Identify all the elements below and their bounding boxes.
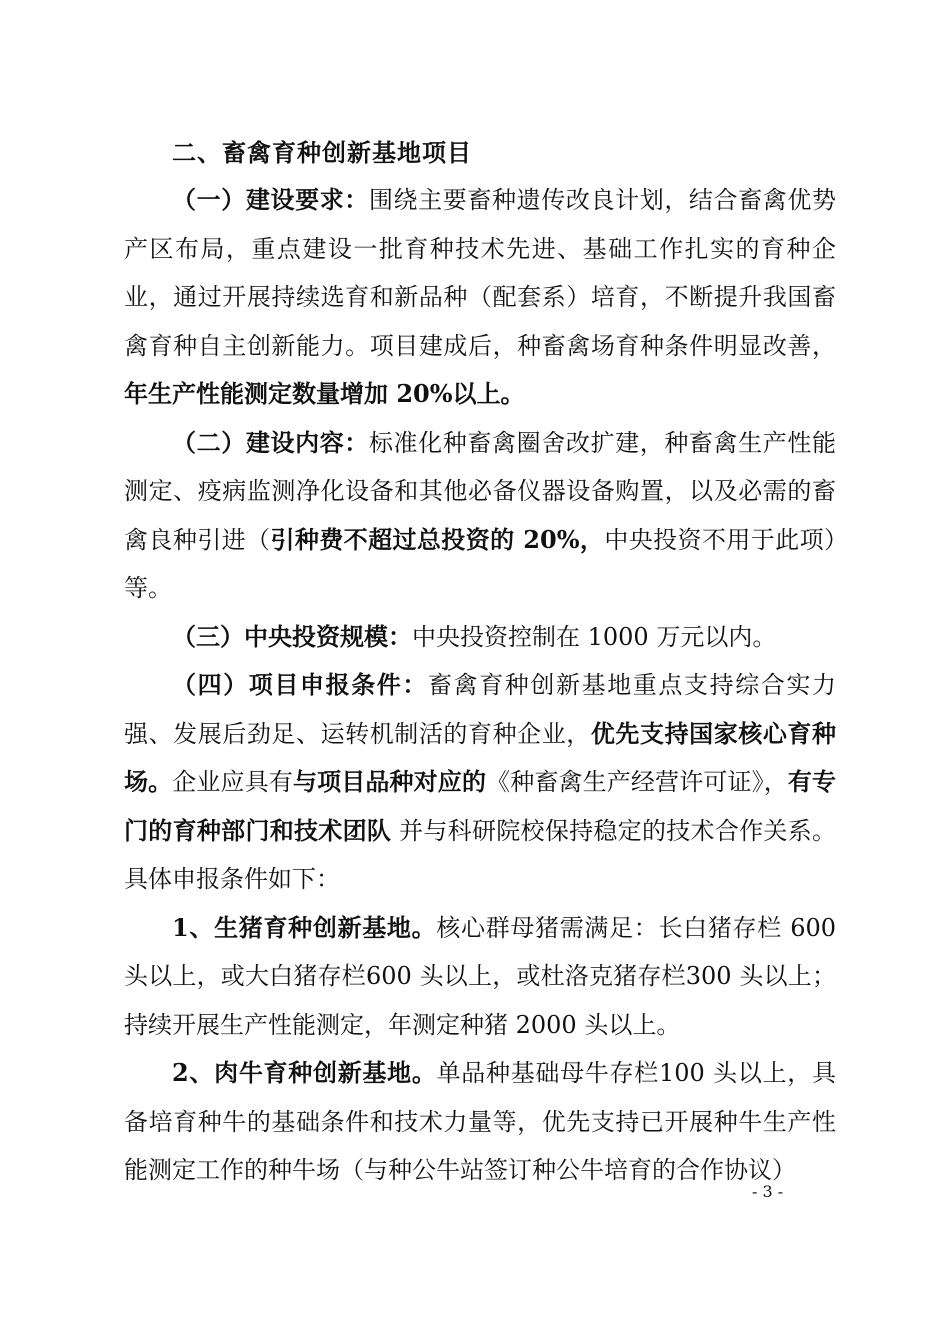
paragraph-text: 企业应具有 [172,768,293,796]
paragraph-text: 畜禽育种创新基地重点支持综合实力强、发展后劲足、运转机制活的育种企业， [124,671,836,748]
paragraph-bold-text: 与项目品种对应的 [292,767,487,796]
paragraph-label: （三）中央投资规模： [172,621,412,651]
paragraph-bold-text: 年生产性能测定数量增加 20%以上。 [124,379,525,408]
list-item-text: 单品种基础母牛存栏100 头以上，具备培育种牛的基础条件和技术力量等，优先支持已开展种牛生产性能测定工作的种牛场（与种公牛站签订种公牛培育的合作协议） [124,1059,837,1184]
paragraph-text: 并与科研院校保持稳定的技术合作关系。具体申报条件如下： [124,816,836,893]
paragraph-text: 《种畜禽生产经营许可证》， [486,768,788,796]
list-item-pig-breeding [124,904,836,1050]
list-item-text: 核心群母猪需满足：长白猪存栏 600 头以上，或大白猪存栏600 头以上，或杜洛克猪存栏300 头以上；持续开展生产性能测定，年测定种猪 2000 头以上。 [124,913,837,1039]
page-number: - 3 - [752,1182,784,1201]
paragraph-construction-content [124,419,836,613]
paragraph-label: （二）建设内容： [172,427,369,457]
paragraph-bold-text: 引种费不超过总投资的 20%， [270,524,605,554]
paragraph-text-tail: 中央投资不用于此项）等。 [124,525,837,602]
paragraph-text: 围绕主要畜种遗传改良计划，结合畜禽优势产区布局，重点建设一批育种技术先进、基础工作扎实的育种企业，通过开展持续选育和新品种（配套系）培育，不断提升我国畜禽育种自主创新能力。项目建成后，种畜禽场育种条件明显改善， [124,186,837,360]
list-item-title: 1、生猪育种创新基地。 [172,912,437,942]
paragraph-construction-requirements [124,176,836,419]
paragraph-label: （四）项目申报条件： [172,670,428,699]
body-text [124,176,836,1195]
paragraph-text: 标准化种畜禽圈舍改扩建，种畜禽生产性能测定、疫病监测净化设备和其他必备仪器设备购置，以及必需的畜禽良种引进（ [124,428,837,554]
paragraph-investment-scale [124,613,836,662]
paragraph-text: 中央投资控制在 1000 万元以内。 [412,622,777,651]
paragraph-application-conditions [124,661,836,904]
paragraph-bold-text: 有专门的育种部门和技术团队 [124,767,837,845]
paragraph-label: （一）建设要求： [172,185,369,214]
section-heading: 二、畜禽育种创新基地项目 [172,139,472,167]
paragraph-bold-text: 优先支持国家核心育种场。 [124,718,837,796]
list-item-cattle-breeding [124,1049,836,1195]
list-item-title: 2、肉牛育种创新基地。 [172,1058,437,1087]
